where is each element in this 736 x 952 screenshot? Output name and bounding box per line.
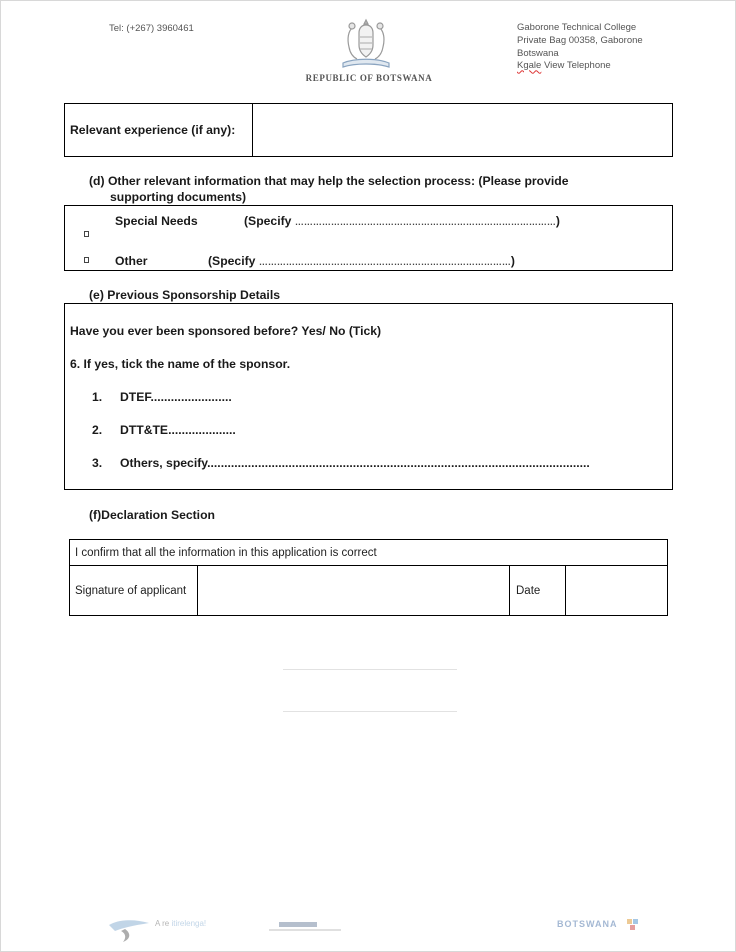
address-line: Botswana [517,47,559,59]
declaration-signature-row [69,565,668,616]
section-d-heading [89,174,609,205]
declaration-table [69,539,668,616]
experience-label: Relevant experience (if any): [65,104,253,156]
specify-label: (Specify [244,214,292,228]
declaration-confirm-text: I confirm that all the information in this application is correct [69,539,668,566]
option-number: 3. [92,456,103,470]
footer-logo-prefix: A re [155,919,172,928]
middle-logo-line-icon [269,929,341,931]
signature-field[interactable] [198,566,510,615]
option-number: 2. [92,423,103,437]
address-line: Gaborone Technical College [517,22,637,33]
specify-dots: ………………………………………………………………………… [258,257,511,267]
footer-logo-botswana [557,919,643,935]
date-field[interactable] [566,566,667,615]
footer-logo-text [155,919,206,928]
other-info-box [64,205,673,271]
footer-logo-accent: itirelenga! [171,919,207,928]
special-needs-label: Special Needs [115,214,198,228]
option-number: 1. [92,390,103,404]
experience-input-cell[interactable] [253,104,672,156]
header-telephone: Tel: (+267) 3960461 [109,23,194,34]
address-kgale: Kgale [517,60,542,72]
other-checkbox[interactable] [84,257,89,263]
header-address [517,22,643,73]
sponsored-question: Have you ever been sponsored before? Yes/ No (Tick) [70,324,382,338]
section-f-heading: (f)Declaration Section [89,508,215,522]
section-d-heading-line1: (d) Other relevant information that may help the selection process: (Please provide [89,174,569,188]
special-needs-checkbox[interactable] [84,231,89,237]
option-dtt-te[interactable]: DTT&TE.................... [120,423,236,437]
footer-logo-itirelenga [105,917,235,943]
specify-close: ) [555,214,560,228]
address-line [517,60,643,73]
special-needs-specify[interactable] [244,214,560,228]
date-label: Date [510,566,566,615]
option-others-specify[interactable]: Others, specify................................................................................................................. [120,456,590,470]
faint-divider [283,711,457,712]
signature-label: Signature of applicant [70,566,198,615]
address-telephone-label: View Telephone [541,60,611,72]
middle-logo-bar-icon [279,922,317,927]
specify-close: ) [510,254,515,268]
coat-of-arms-icon [335,17,397,71]
sponsorship-box [64,303,673,490]
specify-label: (Specify [208,254,256,268]
color-star-icon [627,919,639,931]
faint-divider [283,669,457,670]
experience-table [64,103,673,157]
republic-of-botswana-title: REPUBLIC OF BOTSWANA [305,73,433,83]
swirl-logo-icon [105,917,153,943]
footer-logo-middle [265,920,345,934]
specify-dots: …………………………………………………………………………… [294,217,556,227]
other-specify[interactable] [208,254,515,268]
address-line: Private Bag 00358, Gaborone [517,34,643,46]
section-d-heading-line2: supporting documents) [110,189,247,204]
option-dtef[interactable]: DTEF........................ [120,390,232,404]
other-label: Other [115,254,148,268]
section-e-heading: (e) Previous Sponsorship Details [89,288,280,302]
footer-botswana-text: BOTSWANA [557,919,618,929]
sponsor-question-6: 6. If yes, tick the name of the sponsor. [70,357,291,371]
